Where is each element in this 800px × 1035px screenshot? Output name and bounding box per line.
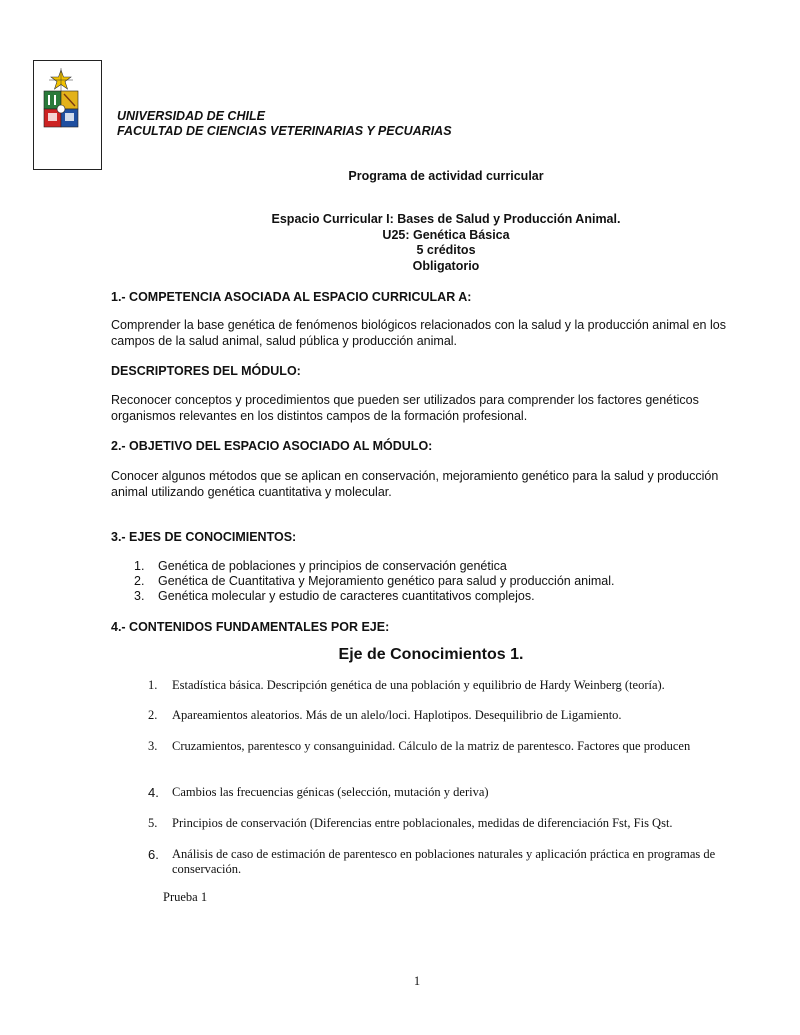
section-1-heading: 1.- COMPETENCIA ASOCIADA AL ESPACIO CURRICULAR A: xyxy=(111,290,472,304)
eje-title: Eje de Conocimientos 1. xyxy=(338,646,524,663)
list-item: 3. Cruzamientos, parentesco y consanguinidad. Cálculo de la matriz de parentesco. Factores que producen xyxy=(148,739,691,753)
descriptors-text: Reconocer conceptos y procedimientos que pueden ser utilizados para comprender los factores genéticos organismos relevantes en los distintos campos de la formación profesional. xyxy=(111,393,699,423)
knowledge-axes-list xyxy=(134,559,615,604)
list-item: 1. Genética de poblaciones y principios de conservación genética xyxy=(134,559,507,573)
list-item: 5. Principios de conservación (Diferencias entre poblacionales, medidas de diferenciación Fst, Fis Qst. xyxy=(148,816,673,830)
list-item: 6. Análisis de caso de estimación de parentesco en poblaciones naturales y aplicación práctica en programas de conservación. xyxy=(148,847,716,876)
curriculum-block xyxy=(0,212,800,274)
section-4-heading: 4.- CONTENIDOS FUNDAMENTALES POR EJE: xyxy=(111,620,390,634)
section-1-text: Comprender la base genética de fenómenos biológicos relacionados con la salud y la producción animal en los campos de la salud animal, salud pública y producción animal. xyxy=(111,318,726,348)
university-name: UNIVERSIDAD DE CHILE xyxy=(117,109,265,123)
section-2-text: Conocer algunos métodos que se aplican en conservación, mejoramiento genético para la salud y producción animal utilizando genética cuantitativa y molecular. xyxy=(111,469,719,499)
curricular-space: Espacio Curricular I: Bases de Salud y Producción Animal. xyxy=(271,212,621,226)
unit-name: U25: Genética Básica xyxy=(382,227,510,242)
prueba-label: Prueba 1 xyxy=(163,890,208,904)
list-item: 2. Apareamientos aleatorios. Más de un alelo/loci. Haplotipos. Desequilibrio de Ligamiento. xyxy=(148,708,622,722)
list-item: 1. Estadística básica. Descripción genética de una población y equilibrio de Hardy Weinberg (teoría). xyxy=(148,678,665,692)
list-item: 2. Genética de Cuantitativa y Mejoramiento genético para salud y producción animal. xyxy=(134,574,615,588)
list-item: 3. Genética molecular y estudio de caracteres cuantitativos complejos. xyxy=(134,589,535,603)
descriptors-heading: DESCRIPTORES DEL MÓDULO: xyxy=(111,364,301,378)
institution-header xyxy=(117,109,452,139)
section-3-heading: 3.- EJES DE CONOCIMIENTOS: xyxy=(111,530,297,544)
section-2-heading: 2.- OBJETIVO DEL ESPACIO ASOCIADO AL MÓDULO: xyxy=(111,439,433,453)
course-type: Obligatorio xyxy=(412,258,480,273)
list-item: 4. Cambios las frecuencias génicas (selección, mutación y deriva) xyxy=(148,785,489,800)
university-logo-frame xyxy=(33,60,102,170)
faculty-name: FACULTAD DE CIENCIAS VETERINARIAS Y PECUARIAS xyxy=(117,124,452,138)
page-number: 1 xyxy=(413,974,421,988)
program-title: Programa de actividad curricular xyxy=(348,169,544,183)
university-crest-icon xyxy=(34,61,101,169)
credits: 5 créditos xyxy=(416,243,476,257)
